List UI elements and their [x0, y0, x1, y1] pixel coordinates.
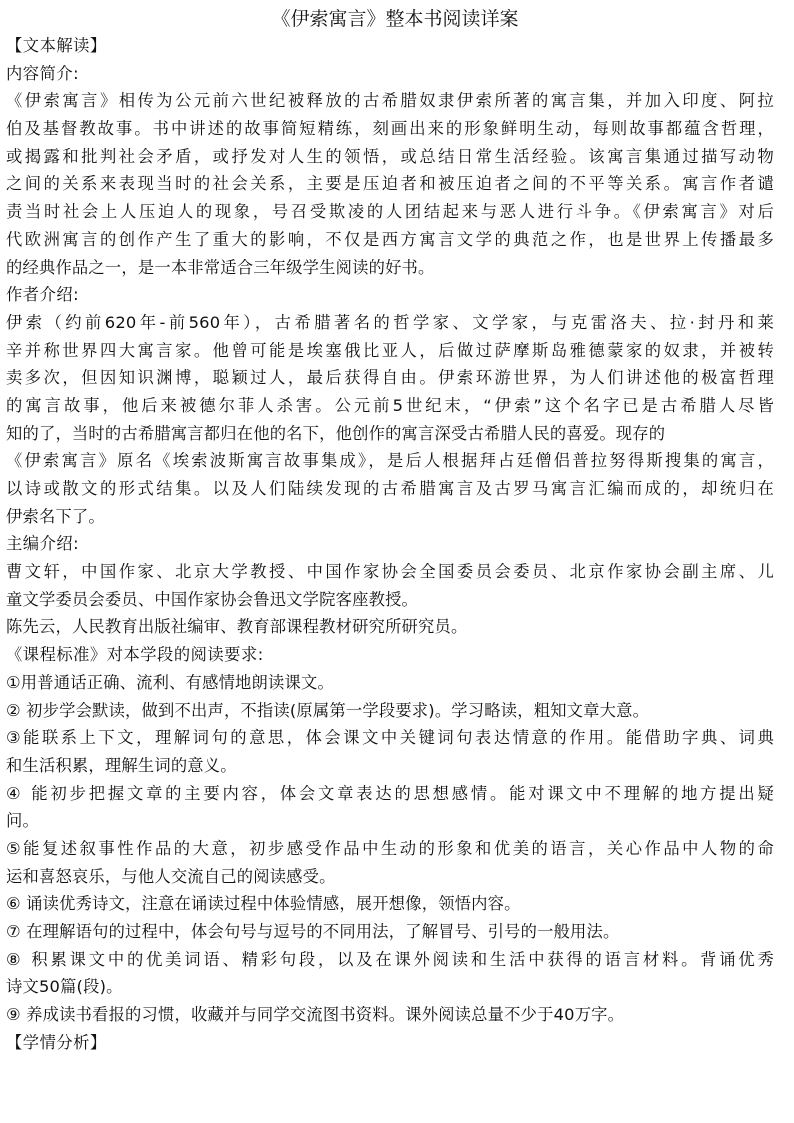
paragraph-line: 知的了，当时的古希腊寓言都归在他的名下，他创作的寓言深受古希腊人民的喜爱。现存的 — [6, 423, 666, 443]
paragraph-line: 伯及基督教故事。书中讲述的故事简短精练，刻画出来的形象鲜明生动，每则故事都蕴含哲理， — [6, 119, 774, 139]
paragraph-line: 代欧洲寓言的创作产生了重大的影响，不仅是西方寓言文学的典范之作，也是世界上传播最多 — [6, 229, 774, 249]
paragraph-line: 伊索（约前620年-前560年），古希腊著名的哲学家、文学家，与克雷洛夫、拉·封丹和莱 — [6, 312, 774, 332]
list-item: ⑦ 在理解语句的过程中，体会句号与逗号的不同用法，了解冒号、引号的一般用法。 — [6, 922, 620, 941]
paragraph-line: 的经典作品之一，是一本非常适合三年级学生阅读的好书。 — [6, 257, 435, 277]
curriculum-standard-label: 《课程标准》对本学段的阅读要求: — [6, 645, 264, 665]
editor-intro-label: 主编介绍: — [6, 534, 80, 554]
list-item: ② 初步学会默读，做到不出声，不指读(原属第一学段要求)。学习略读，粗知文章大意。 — [6, 700, 650, 720]
paragraph-line: 童文学委员会委员、中国作家协会鲁迅文学院客座教授。 — [6, 589, 419, 609]
paragraph-line: 或揭露和批判社会矛盾，或抒发对人生的领悟，或总结日常生活经验。该寓言集通过描写动物 — [6, 146, 774, 166]
paragraph-line: 陈先云，人民教育出版社编审、教育部课程教材研究所研究员。 — [6, 617, 468, 637]
section-heading-student-analysis: 【学情分析】 — [6, 1032, 107, 1052]
document-title: 《伊索寓言》整本书阅读详案 — [271, 8, 519, 30]
content-intro-paragraph — [6, 87, 774, 281]
paragraph-line: 《伊索寓言》相传为公元前六世纪被释放的古希腊奴隶伊索所著的寓言集，并加入印度、阿拉 — [6, 91, 774, 111]
list-item-continuation: 和生活积累，理解生词的意义。 — [6, 755, 237, 775]
paragraph-line: 《伊索寓言》原名《埃索波斯寓言故事集成》，是后人根据拜占廷僧侣普拉努得斯搜集的寓言， — [6, 451, 774, 471]
author-intro-paragraph — [6, 309, 774, 531]
editor-intro-paragraph — [6, 558, 774, 641]
list-item: ④ 能初步把握文章的主要内容，体会文章表达的思想感情。能对课文中不理解的地方提出疑 — [6, 783, 774, 803]
document-page — [6, 6, 774, 1056]
author-intro-label: 作者介绍: — [6, 285, 80, 305]
curriculum-requirements-list — [6, 669, 774, 1029]
list-item: ⑥ 诵读优秀诗文，注意在诵读过程中体验情感，展开想像，领悟内容。 — [6, 894, 521, 914]
list-item-continuation: 诗文50篇(段)。 — [6, 977, 123, 997]
paragraph-line: 辛并称世界四大寓言家。他曾可能是埃塞俄比亚人，后做过萨摩斯岛雅德蒙家的奴隶，并被转 — [6, 340, 774, 360]
list-item: ⑧ 积累课文中的优美词语、精彩句段，以及在课外阅读和生活中获得的语言材料。背诵优秀 — [6, 949, 774, 969]
paragraph-line: 卖多次，但因知识渊博，聪颖过人，最后获得自由。伊索环游世界，为人们讲述他的极富哲理 — [6, 368, 774, 388]
list-item: ⑤能复述叙事性作品的大意，初步感受作品中生动的形象和优美的语言，关心作品中人物的命 — [6, 838, 774, 858]
paragraph-line: 之间的关系来表现当时的社会关系，主要是压迫者和被压迫者之间的不平等关系。寓言作者谴 — [6, 174, 774, 194]
paragraph-line: 的寓言故事，他后来被德尔菲人杀害。公元前5世纪末，“伊索”这个名字已是古希腊人尽皆 — [6, 395, 774, 415]
list-item-continuation: 运和喜怒哀乐，与他人交流自己的阅读感受。 — [6, 866, 336, 886]
list-item: ①用普通话正确、流利、有感情地朗读课文。 — [6, 672, 334, 692]
list-item-continuation: 问。 — [6, 811, 39, 831]
paragraph-line: 以诗或散文的形式结集。以及人们陆续发现的古希腊寓言及古罗马寓言汇编而成的，却统归在 — [6, 479, 774, 498]
list-item: ⑨ 养成读书看报的习惯，收藏并与同学交流图书资料。课外阅读总量不少于40万字。 — [6, 1005, 625, 1025]
paragraph-line: 伊索名下了。 — [6, 506, 105, 526]
paragraph-line: 责当时社会上人压迫人的现象，号召受欺凌的人团结起来与恶人进行斗争。《伊索寓言》对后 — [6, 202, 774, 222]
list-item: ③能联系上下文，理解词句的意思，体会课文中关键词句表达情意的作用。能借助字典、词典 — [6, 728, 774, 748]
section-heading-text-reading: 【文本解读】 — [6, 36, 107, 55]
paragraph-line: 曹文轩，中国作家、北京大学教授、中国作家协会全国委员会委员、北京作家协会副主席、儿 — [6, 562, 774, 582]
content-intro-label: 内容简介: — [6, 63, 80, 83]
